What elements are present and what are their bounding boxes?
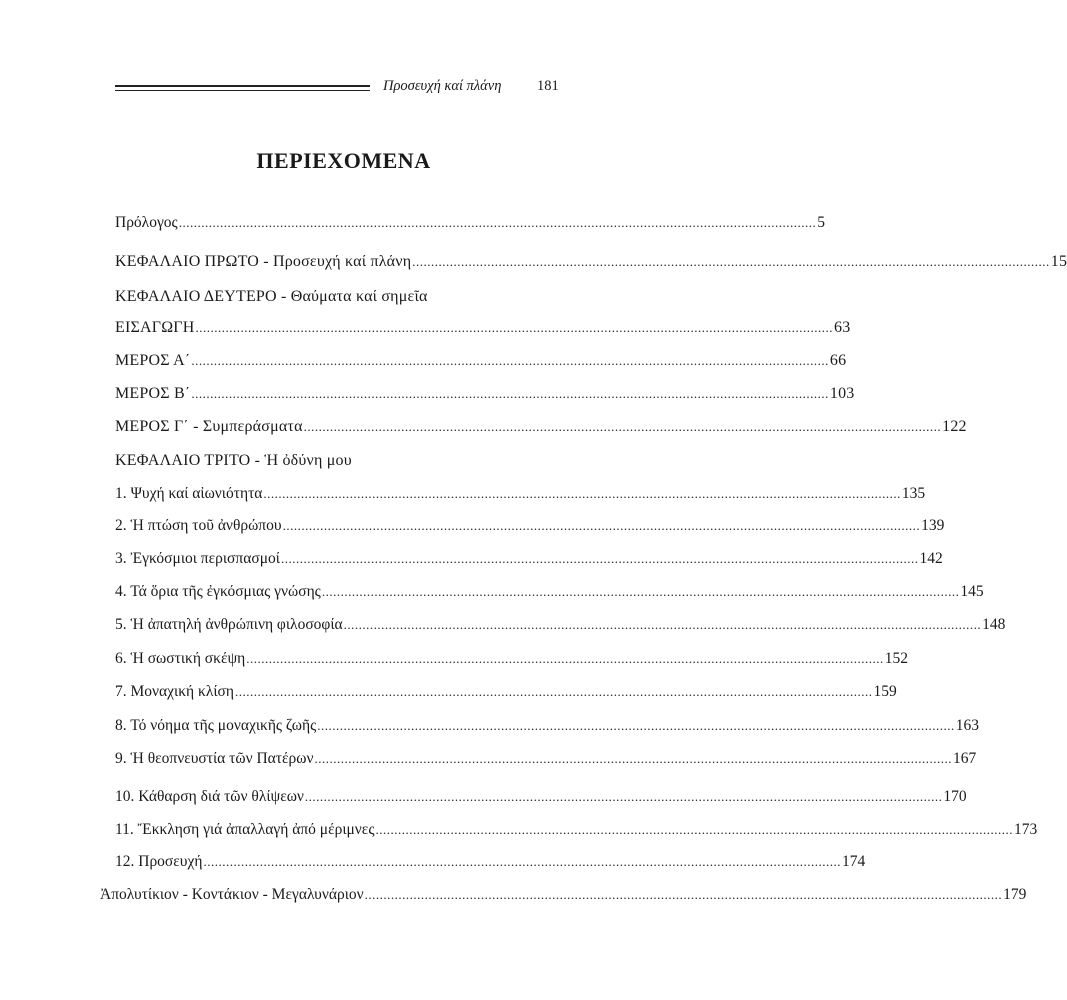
toc-entry-page: 174 (841, 853, 866, 870)
toc-entry (115, 820, 1038, 840)
header-rule (115, 90, 370, 91)
toc-entry (115, 213, 825, 233)
toc-entry-label: 12. Προσευχή (115, 853, 203, 870)
toc-entry-page: 173 (1013, 821, 1038, 838)
toc-entry (115, 351, 847, 371)
toc-entry-label: 5. Ἡ ἀπατηλή ἀνθρώπινη φιλοσοφία (115, 616, 343, 633)
toc-leader-dots: .......................................................................................................................................................................... (375, 822, 1013, 837)
toc-entry (115, 787, 967, 807)
toc-leader-dots: .......................................................................................................................................................................... (317, 718, 955, 733)
toc-leader-dots: .......................................................................................................................................................................... (191, 353, 829, 368)
toc-entry (115, 451, 545, 471)
toc-entry-page: 103 (829, 385, 855, 402)
toc-entry-label: ΕΙΣΑΓΩΓΗ (115, 319, 195, 336)
toc-entry-page: 142 (919, 550, 943, 567)
toc-entry (115, 318, 851, 338)
toc-entry-page: 135 (901, 485, 926, 502)
toc-entry (115, 615, 1006, 635)
toc-entry (115, 484, 926, 504)
toc-entry-label: ΚΕΦΑΛΑΙΟ ΠΡΩΤΟ - Προσευχή καί πλάνη (115, 253, 412, 270)
toc-entry (115, 516, 945, 536)
toc-entry-label: Ἀπολυτίκιον - Κοντάκιον - Μεγαλυνάριον (100, 886, 364, 903)
toc-entry-label: 2. Ἡ πτώση τοῦ ἀνθρώπου (115, 517, 282, 534)
toc-entry-page: 170 (943, 788, 967, 805)
toc-entry-label: ΜΕΡΟΣ Α΄ (115, 352, 191, 369)
toc-entry (115, 852, 866, 872)
toc-leader-dots: .......................................................................................................................................................................... (304, 789, 943, 804)
toc-leader-dots: .......................................................................................................................................................................... (246, 651, 884, 666)
toc-leader-dots: .......................................................................................................................................................................... (343, 617, 982, 632)
toc-entry-page: 152 (884, 650, 909, 667)
toc-entry (115, 417, 967, 437)
toc-entry-label: 1. Ψυχή καί αἰωνιότητα (115, 485, 263, 502)
toc-leader-dots: .......................................................................................................................................................................... (203, 854, 841, 869)
toc-entry-label: Πρόλογος (115, 214, 178, 231)
toc-leader-dots: .......................................................................................................................................................................... (303, 419, 942, 434)
toc-entry-page: 5 (817, 214, 825, 231)
toc-entry (115, 716, 979, 736)
toc-entry-page: 15 (1050, 253, 1067, 270)
toc-entry-page: 145 (960, 583, 984, 600)
contents-title: ΠΕΡΙΕΧΟΜΕΝΑ (256, 148, 431, 173)
toc-entry (115, 649, 909, 669)
toc-entry-label: ΜΕΡΟΣ Γ΄ - Συμπεράσματα (115, 418, 303, 435)
toc-entry (115, 384, 855, 404)
toc-leader-dots: .......................................................................................................................................................................... (364, 887, 1003, 902)
toc-entry-label: 10. Κάθαρση διά τῶν θλίψεων (115, 788, 304, 805)
toc-leader-dots: .......................................................................................................................................................................... (314, 751, 952, 766)
toc-entry-label: 6. Ἡ σωστική σκέψη (115, 650, 246, 667)
toc-entry (115, 582, 984, 602)
toc-leader-dots: .......................................................................................................................................................................... (191, 386, 829, 401)
toc-entry-page: 163 (955, 717, 979, 734)
toc-entry-page: 66 (829, 352, 847, 369)
toc-entry-label: 4. Τά ὅρια τῆς ἐγκόσμιας γνώσης (115, 583, 321, 600)
toc-entry (115, 252, 1067, 272)
header-rule (115, 85, 370, 87)
toc-entry-page: 179 (1003, 886, 1027, 903)
toc-leader-dots: .......................................................................................................................................................................... (263, 486, 901, 501)
toc-entry (115, 749, 977, 769)
toc-entry (115, 287, 541, 307)
toc-entry-label: 3. Ἐγκόσμιοι περισπασμοί (115, 550, 280, 567)
toc-leader-dots: .......................................................................................................................................................................... (178, 215, 817, 230)
toc-entry-page: 122 (942, 418, 967, 435)
toc-leader-dots: .......................................................................................................................................................................... (280, 551, 919, 566)
toc-entry-label: ΚΕΦΑΛΑΙΟ ΤΡΙΤΟ - Ἡ ὀδύνη μου (115, 452, 352, 469)
toc-entry-label: 8. Τό νόημα τῆς μοναχικῆς ζωῆς (115, 717, 317, 734)
toc-entry-label: ΜΕΡΟΣ Β΄ (115, 385, 191, 402)
toc-entry-label: 7. Μοναχική κλίση (115, 683, 234, 700)
toc-entry-page: 63 (834, 319, 851, 336)
toc-entry (115, 682, 897, 702)
running-header (115, 76, 573, 100)
toc-leader-dots: .......................................................................................................................................................................... (282, 518, 921, 533)
toc-entry-label: 11. Ἔκκληση γιά ἀπαλλαγή ἀπό μέριμνες (115, 821, 375, 838)
toc-entry-label: 9. Ἡ θεοπνευστία τῶν Πατέρων (115, 750, 314, 767)
page-number: 181 (537, 78, 559, 94)
toc-leader-dots: .......................................................................................................................................................................... (195, 320, 834, 335)
toc-entry-page: 139 (921, 517, 945, 534)
toc-entry (100, 885, 1027, 905)
toc-entry (115, 549, 943, 569)
toc-leader-dots: .......................................................................................................................................................................... (234, 684, 873, 699)
toc-entry-page: 148 (982, 616, 1006, 633)
toc-leader-dots: .......................................................................................................................................................................... (321, 584, 960, 599)
running-header-title: Προσευχή καί πλάνη (383, 78, 502, 94)
toc-entry-label: ΚΕΦΑΛΑΙΟ ΔΕΥΤΕΡΟ - Θαύματα καί σημεῖα (115, 288, 428, 305)
toc-entry-page: 167 (952, 750, 977, 767)
toc-leader-dots: .......................................................................................................................................................................... (412, 254, 1050, 269)
toc-entry-page: 159 (873, 683, 897, 700)
